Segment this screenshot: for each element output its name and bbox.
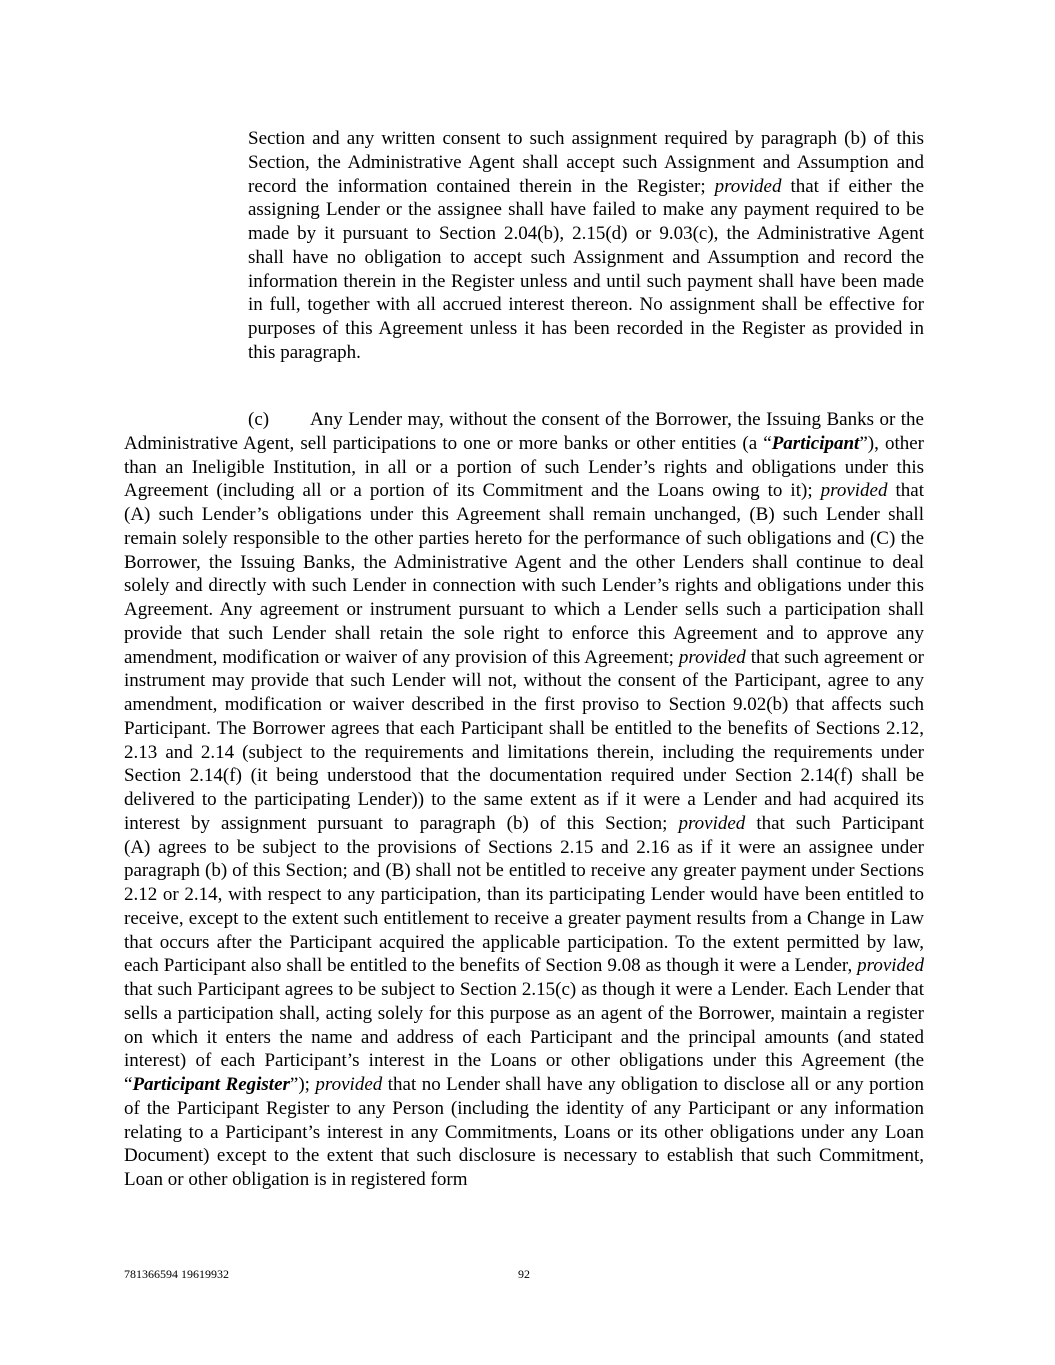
text-run: that such Participant (A) agrees to be subject to the provisions of Sections 2.15 and 2.16 as if it were an assignee under paragraph (b) of this Section; and (B) shall not be entitled to receive any greater payment under Sections 2.12 or 2.14, with respect to any participation, than its participating Lender would have been entitled to receive, except to the extent such entitlement to receive a greater payment results from a Change in Law that occurs after the Participant acquired the applicable participation. To the extent permitted by law, each Participant also shall be entitled to the benefits of Section 9.08 as though it were a Lender, [124, 812, 924, 977]
defined-term-participant-register: Participant Register [132, 1074, 290, 1095]
paragraph-label: (c) [248, 409, 270, 430]
text-run: that if either the assigning Lender or the assignee shall have failed to make any payment required to be made by it pursuant to Section 2.04(b), 2.15(d) or 9.03(c), the Administrative Agent shall have no obligation to accept such Assignment and Assumption and record the information therein in the Register unless and until such payment shall have been made in full, together with all accrued interest thereon. No assignment shall be effective for purposes of this Agreement unless it has been recorded in the Register as provided in this paragraph. [248, 175, 924, 363]
text-run: that (A) such Lender’s obligations under this Agreement shall remain unchanged, (B) such Lender shall remain solely responsible to the other parties hereto for the performance of such obligations and (C) the Borrower, the Issuing Banks, the Administrative Agent and the other Lenders shall continue to deal solely and directly with such Lender in connection with such Lender’s rights and obligations under this Agreement. Any agreement or instrument pursuant to which a Lender sells such a participation shall provide that such Lender shall retain the sole right to enforce this Agreement and to approve any amendment, modification or waiver of any provision of this Agreement; [124, 480, 925, 668]
text-run: that no Lender shall have any obligation to disclose all or any portion of the Participant Register to any Person (including the identity of any Participant or any information relating to a Participant’s interest in any Commitments, Loans or its other obligations under any Loan Document) except to the extent that such disclosure is necessary to establish that such Commitment, Loan or other obligation is in registered form [124, 1074, 924, 1190]
provided-term: provided [678, 646, 746, 668]
text-run: Any Lender may, without the consent of the Borrower, the Issuing Banks or the Administrative Agent, sell participations to one or more banks or other entities (a “ [124, 409, 924, 454]
text-run: that such Participant agrees to be subject to Section 2.15(c) as though it were a Lender. Each Lender that sells a participation shall, acting solely for this purpose as an agent of the Borrower, maintain a register on which it enters the name and address of each Participant and the principal amounts (and stated interest) of each Participant’s interest in the Loans or other obligations under this Agreement (the “ [124, 979, 924, 1095]
text-run: Section and any written consent to such assignment required by paragraph (b) of this Section, the Administrative Agent shall accept such Assignment and Assumption and record the information contained therein in the Register; [248, 128, 924, 197]
defined-term-participant: Participant [771, 432, 860, 454]
footer-page-number: 92 [518, 1267, 530, 1281]
text-run: ”); [289, 1074, 316, 1095]
provided-term: provided [857, 955, 924, 977]
paragraph-c [124, 408, 924, 1192]
provided-term: provided [678, 812, 746, 834]
provided-term: provided [714, 175, 782, 197]
text-run: that such agreement or instrument may provide that such Lender will not, without the consent of the Participant, agree to any amendment, modification or waiver described in the first proviso to Section 9.02(b) that affects such Participant. The Borrower agrees that each Participant shall be entitled to the benefits of Sections 2.12, 2.13 and 2.14 (subject to the requirements and limitations therein, including the requirements under Section 2.14(f) (it being understood that the documentation required under Section 2.14(f) shall be delivered to the participating Lender)) to the same extent as if it were a Lender and had acquired its interest by assignment pursuant to paragraph (b) of this Section; [124, 646, 924, 834]
provided-term: provided [315, 1074, 383, 1095]
text-run: ”), other than an Ineligible Institution, in all or a portion of such Lender’s rights and obligations under this Agreement (including all or a portion of its Commitment and the Loans owing to it); [124, 432, 924, 502]
continuation-paragraph [248, 127, 924, 365]
footer-document-id: 781366594 19619932 [124, 1267, 229, 1281]
provided-term: provided [820, 480, 888, 502]
